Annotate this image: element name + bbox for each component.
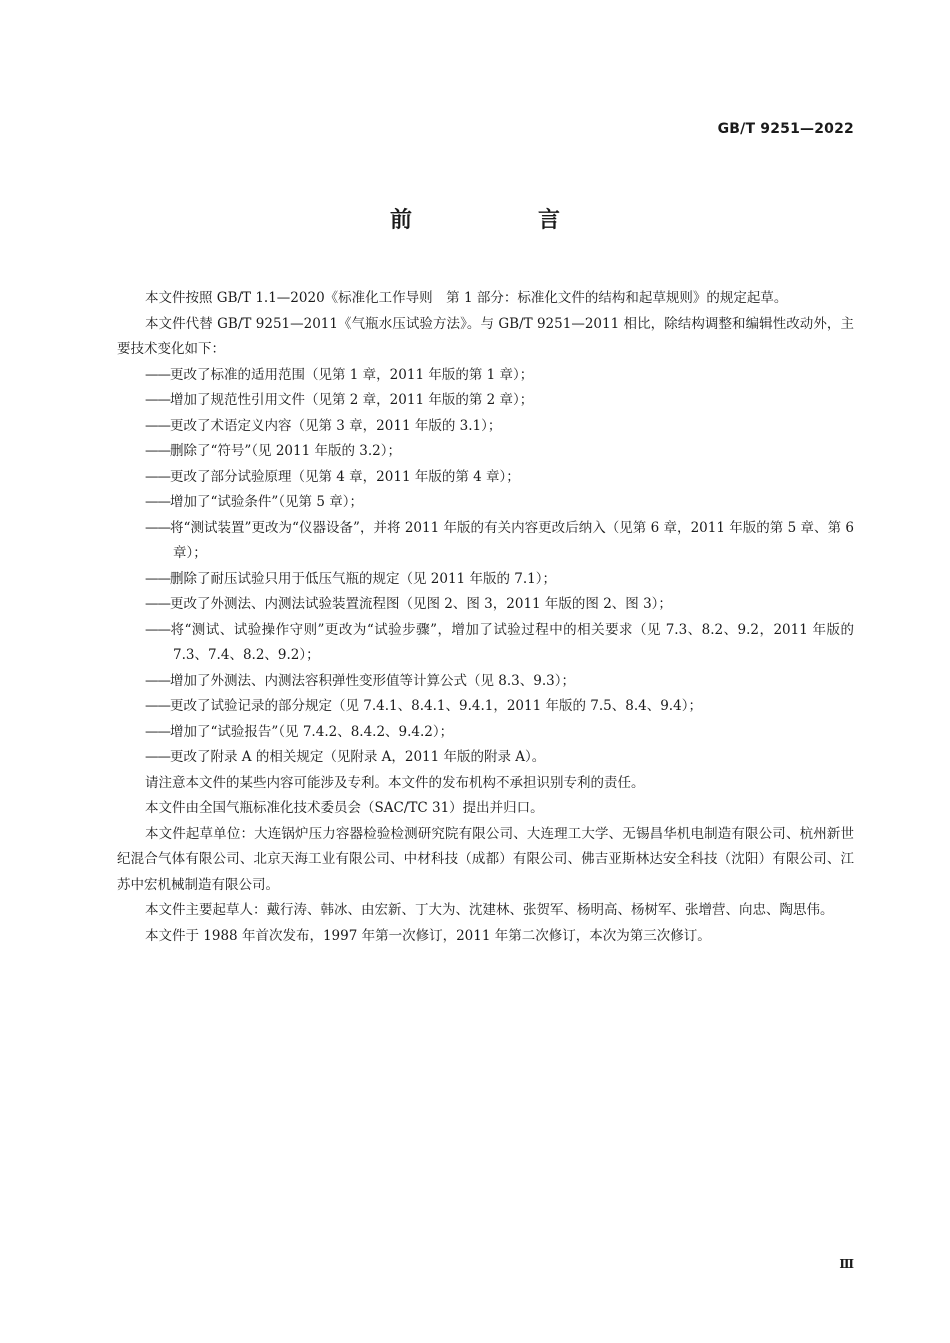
change-item: ——增加了“试验条件”（见第 5 章）； xyxy=(145,494,363,510)
change-item: ——更改了试验记录的部分规定（见 7.4.1、8.4.1、9.4.1，2011 年版的 7.5、8.4、9.4）； xyxy=(145,698,702,714)
page-title: 前 言 xyxy=(389,208,612,233)
change-item: ——增加了“试验报告”（见 7.4.2、8.4.2、9.4.2）； xyxy=(145,723,454,740)
drafters: 本文件主要起草人：戴行涛、韩冰、由宏新、丁大为、沈建林、张贺军、杨明高、杨树军、张增营、向忠、陶思伟。 xyxy=(145,902,834,918)
change-item: ——删除了“符号”（见 2011 年版的 3.2）； xyxy=(145,443,402,459)
change-item: ——更改了部分试验原理（见第 4 章，2011 年版的第 4 章）； xyxy=(145,468,520,485)
revision-history: 本文件于 1988 年首次发布，1997 年第一次修订，2011 年第二次修订，本次为第三次修订。 xyxy=(145,927,711,944)
change-item: ——将“测试、试验操作守则”更改为“试验步骤”，增加了试验过程中的相关要求（见 7.3、8.2、9.2，2011 年版的 7.3、7.4、8.2、9.2）； xyxy=(145,621,854,663)
change-item: ——将“测试装置”更改为“仪器设备”，并将 2011 年版的有关内容更改后纳入（见第 6 章，2011 年版的第 5 章、第 6 章）； xyxy=(145,519,854,561)
drafting-units: 本文件起草单位：大连锅炉压力容器检验检测研究院有限公司、大连理工大学、无锡昌华机电制造有限公司、杭州新世纪混合气体有限公司、北京天海工业有限公司、中材科技（成都）有限公司、佛吉亚斯林达安全科技（沈阳）有限公司、江苏中宏机械制造有限公司。 xyxy=(117,825,854,893)
change-item: ——更改了标准的适用范围（见第 1 章，2011 年版的第 1 章）； xyxy=(145,366,534,383)
change-item: ——增加了外测法、内测法容积弹性变形值等计算公式（见 8.3、9.3）； xyxy=(145,672,575,689)
proposer-statement: 本文件由全国气瓶标准化技术委员会（SAC/TC 31）提出并归口。 xyxy=(145,800,544,816)
change-item: ——更改了附录 A 的相关规定（见附录 A，2011 年版的附录 A）。 xyxy=(145,749,546,765)
patent-notice: 请注意本文件的某些内容可能涉及专利。本文件的发布机构不承担识别专利的责任。 xyxy=(145,774,645,791)
intro-paragraph: 本文件按照 GB/T 1.1—2020《标准化工作导则 第 1 部分：标准化文件的结构和起草规则》的规定起草。 xyxy=(145,290,788,306)
change-item: ——删除了耐压试验只用于低压气瓶的规定（见 2011 年版的 7.1）； xyxy=(145,570,556,587)
page-number: Ⅲ xyxy=(839,1257,854,1271)
document-body xyxy=(117,286,854,949)
standard-number: GB/T 9251—2022 xyxy=(717,121,854,137)
intro-paragraph: 本文件代替 GB/T 9251—2011《气瓶水压试验方法》。与 GB/T 9251—2011 相比，除结构调整和编辑性改动外，主要技术变化如下： xyxy=(117,315,854,357)
change-item: ——增加了规范性引用文件（见第 2 章，2011 年版的第 2 章）； xyxy=(145,392,534,408)
change-item: ——更改了术语定义内容（见第 3 章，2011 年版的 3.1）； xyxy=(145,417,502,434)
change-item: ——更改了外测法、内测法试验装置流程图（见图 2、图 3，2011 年版的图 2、图 3）； xyxy=(145,596,672,612)
